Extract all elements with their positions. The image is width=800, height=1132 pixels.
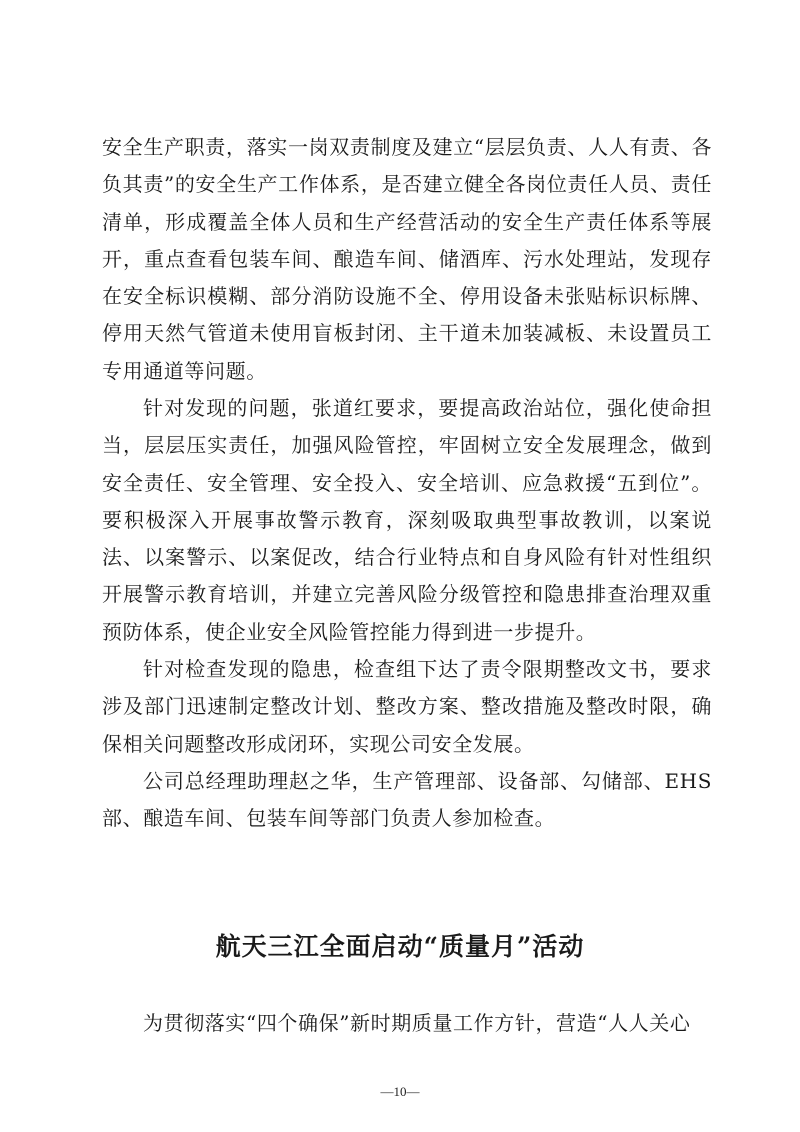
page-number: —10— (380, 1084, 420, 1099)
body-paragraph-5: 为贯彻落实“四个确保”新时期质量工作方针，营造“人人关心 (143, 1011, 691, 1035)
article-heading: 航天三江全面启动“质量月”活动 (215, 932, 585, 961)
body-paragraph-2: 针对发现的问题，张道红要求，要提高政治站位，强化使命担当，层层压实责任，加强风险管控，牢固树立安全发展理念，做到安全责任、安全管理、安全投入、安全培训、应急救援“五到位”。要积极深入开展事故警示教育，深刻吸取典型事故教训，以案说法、以案警示、以案促改，结合行业特点和自身风险有针对性组织开展警示教育培训，并建立完善风险分级管控和隐患排查治理双重预防体系，使企业安全风险管控能力得到进一步提升。 (102, 396, 712, 644)
body-paragraph-1: 安全生产职责，落实一岗双责制度及建立“层层负责、人人有责、各负其责”的安全生产工作体系，是否建立健全各岗位责任人员、责任清单，形成覆盖全体人员和生产经营活动的安全生产责任体系等展开，重点查看包装车间、酿造车间、储酒库、污水处理站，发现存在安全标识模糊、部分消防设施不全、停用设备未张贴标识标牌、停用天然气管道未使用盲板封闭、主干道未加装减板、未设置员工专用通道等问题。 (102, 135, 712, 383)
body-paragraph-3: 针对检查发现的隐患，检查组下达了责令限期整改文书，要求涉及部门迅速制定整改计划、整改方案、整改措施及整改时限，确保相关问题整改形成闭环，实现公司安全发展。 (102, 657, 712, 756)
body-paragraph-4: 公司总经理助理赵之华，生产管理部、设备部、勾储部、EHS 部、酿造车间、包装车间等部门负责人参加检查。 (102, 769, 712, 831)
